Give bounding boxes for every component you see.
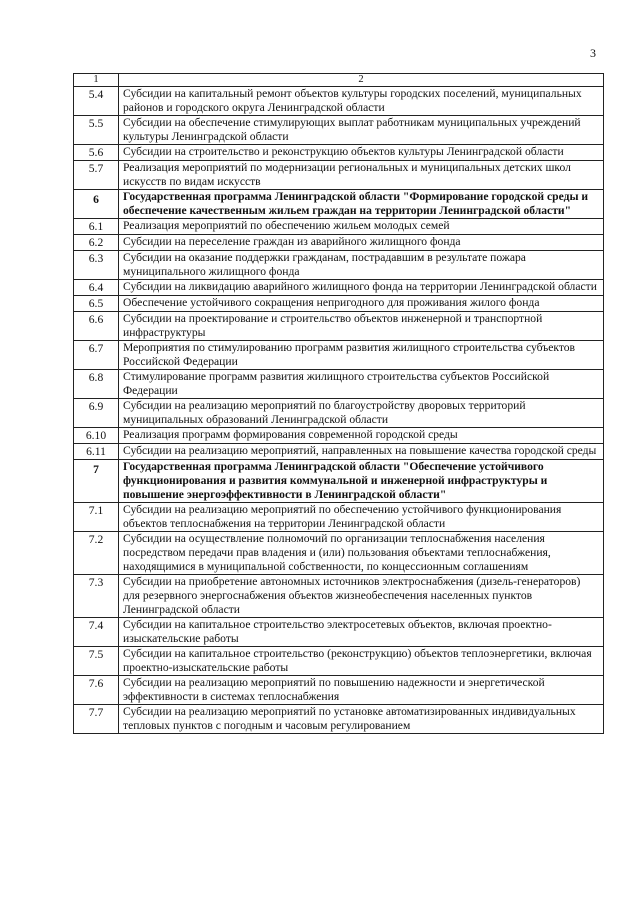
row-text: Субсидии на капитальное строительство электросетевых объектов, включая проектно-изыскательские работы xyxy=(119,618,604,647)
page-number: 3 xyxy=(590,46,596,60)
row-number: 7.2 xyxy=(74,532,119,575)
row-number: 5.5 xyxy=(74,116,119,145)
row-number: 7.3 xyxy=(74,575,119,618)
row-text: Реализация мероприятий по обеспечению жильем молодых семей xyxy=(119,219,604,235)
row-number: 7 xyxy=(74,460,119,503)
table-row xyxy=(74,312,604,341)
table-row xyxy=(74,575,604,618)
table-row xyxy=(74,399,604,428)
row-number: 6.8 xyxy=(74,370,119,399)
table-row xyxy=(74,280,604,296)
table-row xyxy=(74,647,604,676)
table-row xyxy=(74,235,604,251)
header-col-number: 1 xyxy=(74,74,119,87)
row-text: Субсидии на обеспечение стимулирующих выплат работникам муниципальных учреждений культуры Ленинградской области xyxy=(119,116,604,145)
row-number: 7.6 xyxy=(74,676,119,705)
row-text: Субсидии на ликвидацию аварийного жилищного фонда на территории Ленинградской области xyxy=(119,280,604,296)
row-number: 6 xyxy=(74,190,119,219)
table-row xyxy=(74,251,604,280)
table-row xyxy=(74,116,604,145)
row-number: 7.4 xyxy=(74,618,119,647)
row-text: Обеспечение устойчивого сокращения непригодного для проживания жилого фонда xyxy=(119,296,604,312)
row-text: Субсидии на приобретение автономных источников электроснабжения (дизель-генераторов) для резервного энергоснабжения объектов жизнеобеспечения населенных пунктов Ленинградской области xyxy=(119,575,604,618)
row-number: 6.3 xyxy=(74,251,119,280)
table-row xyxy=(74,219,604,235)
row-text: Государственная программа Ленинградской области "Обеспечение устойчивого функционирования и развития коммунальной и инженерной инфраструктуры и повышение энергоэффективности в Ленинградской области" xyxy=(119,460,604,503)
row-text: Стимулирование программ развития жилищного строительства субъектов Российской Федерации xyxy=(119,370,604,399)
table-row xyxy=(74,370,604,399)
table-body xyxy=(74,74,604,734)
row-text: Государственная программа Ленинградской области "Формирование городской среды и обеспечение качественным жильем граждан на территории Ленинградской области" xyxy=(119,190,604,219)
row-text: Субсидии на оказание поддержки гражданам, пострадавшим в результате пожара муниципального жилищного фонда xyxy=(119,251,604,280)
table-row xyxy=(74,532,604,575)
row-text: Субсидии на строительство и реконструкцию объектов культуры Ленинградской области xyxy=(119,145,604,161)
table-row xyxy=(74,618,604,647)
row-number: 6.1 xyxy=(74,219,119,235)
subsidies-table xyxy=(73,73,604,734)
row-number: 6.4 xyxy=(74,280,119,296)
row-text: Реализация мероприятий по модернизации региональных и муниципальных детских школ искусств по видам искусств xyxy=(119,161,604,190)
table-row xyxy=(74,428,604,444)
table-row xyxy=(74,676,604,705)
row-number: 6.2 xyxy=(74,235,119,251)
table-row xyxy=(74,296,604,312)
row-text: Субсидии на проектирование и строительство объектов инженерной и транспортной инфраструктуры xyxy=(119,312,604,341)
row-text: Реализация программ формирования современной городской среды xyxy=(119,428,604,444)
row-number: 5.4 xyxy=(74,87,119,116)
row-number: 7.1 xyxy=(74,503,119,532)
row-number: 6.6 xyxy=(74,312,119,341)
row-number: 6.10 xyxy=(74,428,119,444)
table-row xyxy=(74,503,604,532)
row-text: Субсидии на капитальное строительство (реконструкцию) объектов теплоэнергетики, включая проектно-изыскательские работы xyxy=(119,647,604,676)
row-text: Субсидии на реализацию мероприятий по обеспечению устойчивого функционирования объектов теплоснабжения на территории Ленинградской области xyxy=(119,503,604,532)
row-number: 6.11 xyxy=(74,444,119,460)
row-text: Субсидии на реализацию мероприятий по установке автоматизированных индивидуальных тепловых пунктов с погодным и часовым регулированием xyxy=(119,705,604,734)
row-text: Субсидии на переселение граждан из аварийного жилищного фонда xyxy=(119,235,604,251)
row-number: 7.7 xyxy=(74,705,119,734)
row-number: 5.7 xyxy=(74,161,119,190)
table-row xyxy=(74,161,604,190)
row-number: 5.6 xyxy=(74,145,119,161)
row-text: Субсидии на реализацию мероприятий по повышению надежности и энергетической эффективности в системах теплоснабжения xyxy=(119,676,604,705)
row-number: 6.9 xyxy=(74,399,119,428)
row-text: Субсидии на капитальный ремонт объектов культуры городских поселений, муниципальных районов и городского округа Ленинградской области xyxy=(119,87,604,116)
table-row xyxy=(74,145,604,161)
table-row xyxy=(74,87,604,116)
header-col-name: 2 xyxy=(119,74,604,87)
table-row xyxy=(74,444,604,460)
table-row xyxy=(74,705,604,734)
row-text: Субсидии на реализацию мероприятий по благоустройству дворовых территорий муниципальных образований Ленинградской области xyxy=(119,399,604,428)
row-number: 7.5 xyxy=(74,647,119,676)
row-text: Мероприятия по стимулированию программ развития жилищного строительства субъектов Российской Федерации xyxy=(119,341,604,370)
row-number: 6.5 xyxy=(74,296,119,312)
table-header-row xyxy=(74,74,604,87)
table-section-row xyxy=(74,190,604,219)
table-row xyxy=(74,341,604,370)
table-section-row xyxy=(74,460,604,503)
row-number: 6.7 xyxy=(74,341,119,370)
row-text: Субсидии на осуществление полномочий по организации теплоснабжения населения посредством передачи прав владения и (или) пользования объектами теплоснабжения, находящимися в муниципальной собственности, по концессионным соглашениям xyxy=(119,532,604,575)
row-text: Субсидии на реализацию мероприятий, направленных на повышение качества городской среды xyxy=(119,444,604,460)
